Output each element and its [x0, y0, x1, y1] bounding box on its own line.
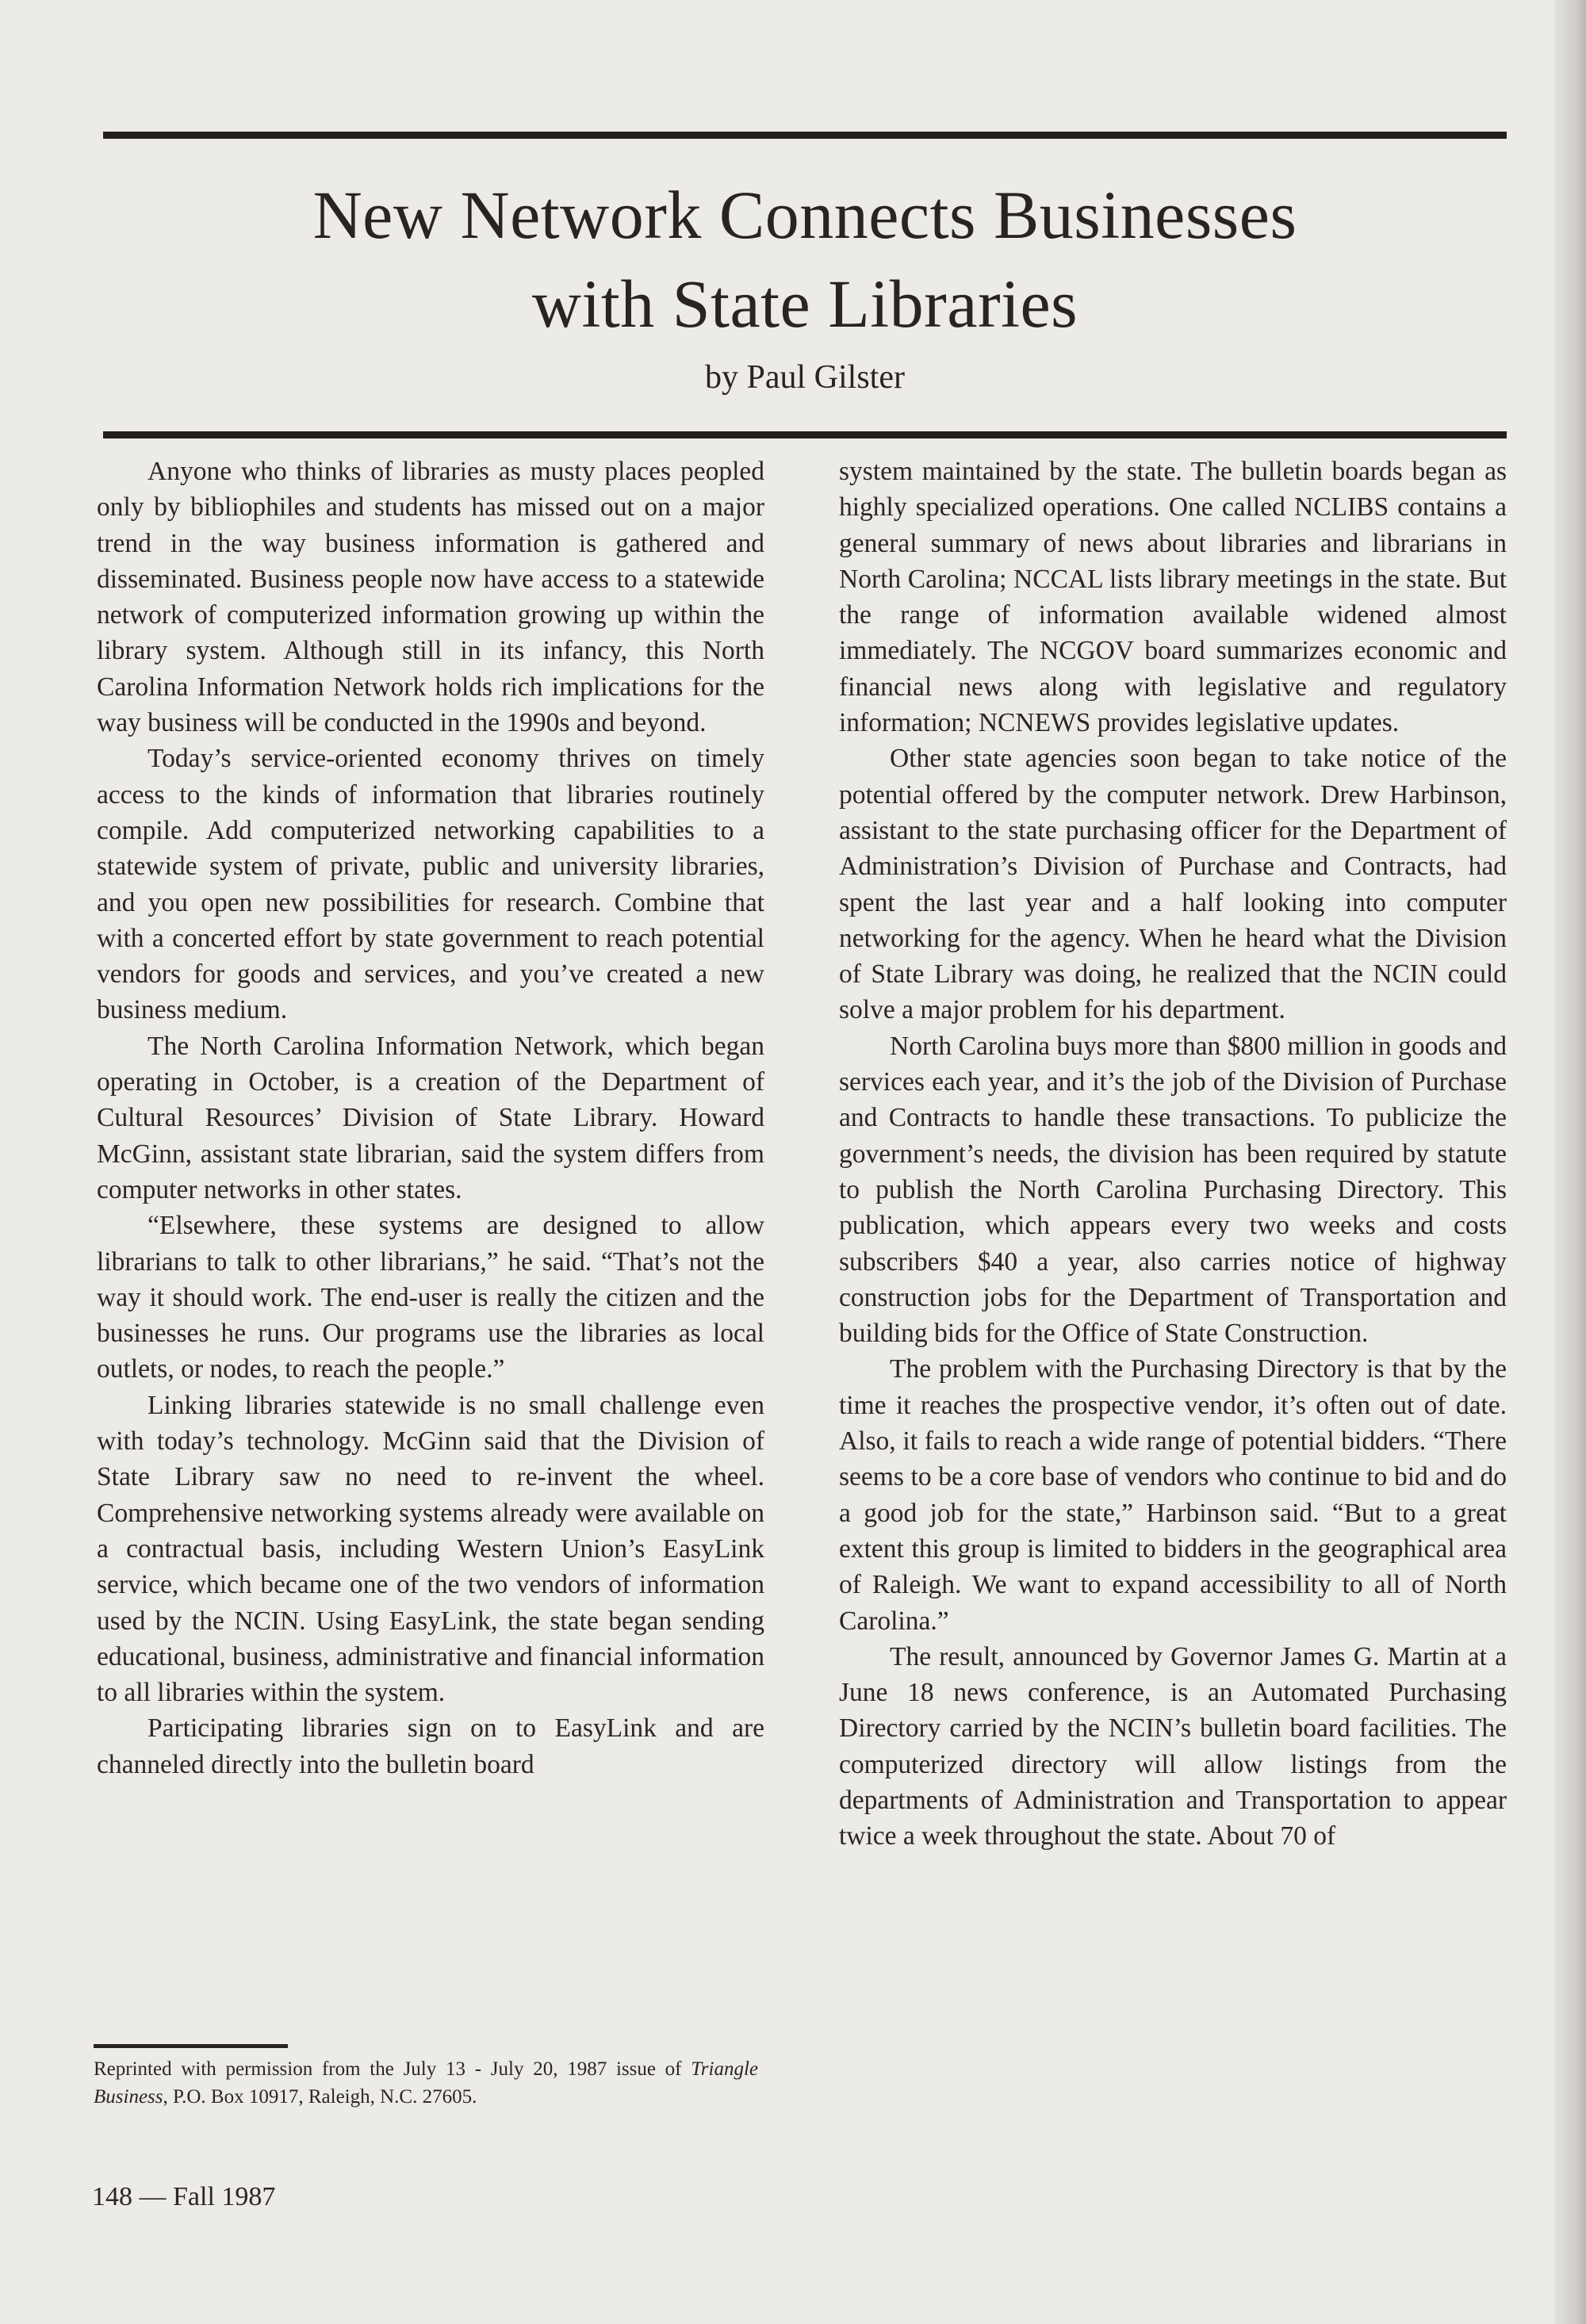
paragraph: Other state agencies soon began to take notice of the potential offered by the computer network. Drew Harbinson, assistant to the state purchasing officer for the Department of Administration’s Division of Purchase and Contracts, had spent the last year and a half looking into computer networking for the agency. When he heard what the Division of State Library was doing, he realized that the NCIN could solve a major problem for his department.	[839, 744, 1507, 1025]
footnote-publication: Triangle Business	[94, 2058, 758, 2108]
left-column	[97, 454, 764, 1782]
right-column	[839, 454, 1507, 1855]
title-line-1: New Network Connects Businesses	[312, 177, 1297, 253]
paragraph: Today’s service-oriented economy thrives on timely access to the kinds of information that libraries routinely compile. Add computerized networking capabilities to a statewide system of private, public and university libraries, and you open new possibilities for research. Combine that with a concerted effort by state government to reach potential vendors for goods and services, and you’ve created a new business medium.	[97, 744, 764, 1025]
paragraph: Anyone who thinks of libraries as musty places peopled only by bibliophiles and students has missed out on a major trend in the way business information is gathered and disseminated. Business people now have access to a statewide network of computerized information growing up within the library system. Although still in its infancy, this North Carolina Information Network holds rich implications for the way business will be conducted in the 1990s and beyond.	[97, 457, 764, 738]
footnote-rule	[94, 2044, 288, 2048]
paragraph: The result, announced by Governor James G. Martin at a June 18 news conference, is an Automated Purchasing Directory carried by the NCIN’s bulletin board facilities. The computerized directory will allow listings from the departments of Administration and Transportation to appear twice a week throughout the state. About 70 of	[839, 1641, 1507, 1851]
page-folio: 148 — Fall 1987	[92, 2182, 276, 2211]
article-title	[103, 170, 1507, 348]
paragraph: The problem with the Purchasing Directory is that by the time it reaches the prospective vendor, it’s often out of date. Also, it fails to reach a wide range of potential bidders. “There seems to be a core base of vendors who continue to bid and do a good job for the state,” Harbinson said. “But to a great extent this group is limited to bidders in the geographical area of Raleigh. We want to expand accessibility to all of North Carolina.”	[839, 1354, 1507, 1636]
paragraph: North Carolina buys more than $800 million in goods and services each year, and it’s the job of the Division of Purchase and Contracts to handle these transactions. To publicize the government’s needs, the division has been required by statute to publish the North Carolina Purchasing Directory. This publication, which appears every two weeks and costs subscribers $40 a year, also carries notice of highway construction jobs for the Department of Transportation and building bids for the Office of State Construction.	[839, 1031, 1507, 1349]
paragraph: The North Carolina Information Network, which began operating in October, is a creation of the Department of Cultural Resources’ Division of State Library. Howard McGinn, assistant state librarian, said the system differs from computer networks in other states.	[97, 1031, 764, 1204]
paragraph: Linking libraries statewide is no small challenge even with today’s technology. McGinn said that the Division of State Library saw no need to re-invent the wheel. Comprehensive networking systems already were available on a contractual basis, including Western Union’s EasyLink service, which became one of the two vendors of information used by the NCIN. Using EasyLink, the state began sending educational, business, administrative and financial information to all libraries within the system.	[97, 1390, 764, 1708]
footnote	[94, 2055, 758, 2111]
paragraph: Participating libraries sign on to EasyLink and are channeled directly into the bulletin board	[97, 1713, 764, 1779]
footnote-prefix: Reprinted with permission from the July 13 - July 20, 1987 issue of	[94, 2058, 691, 2080]
paragraph: “Elsewhere, these systems are designed to allow librarians to talk to other librarians,” he said. “That’s not the way it should work. The end-user is really the citizen and the businesses he runs. Our programs use the libraries as local outlets, or nodes, to reach the people.”	[97, 1211, 764, 1384]
page-edge-shadow	[1554, 0, 1586, 2324]
title-rule-top	[103, 132, 1507, 139]
title-line-2: with State Libraries	[531, 266, 1078, 342]
byline: by Paul Gilster	[705, 359, 905, 396]
paragraph: system maintained by the state. The bulletin boards began as highly specialized operations. One called NCLIBS contains a general summary of news about libraries and librarians in North Carolina; NCCAL lists library meetings in the state. But the range of information available widened almost immediately. The NCGOV board summarizes economic and financial news along with legislative and regulatory information; NCNEWS provides legislative updates.	[839, 457, 1507, 738]
title-rule-bottom	[103, 431, 1507, 438]
footnote-suffix: , P.O. Box 10917, Raleigh, N.C. 27605.	[163, 2086, 477, 2108]
